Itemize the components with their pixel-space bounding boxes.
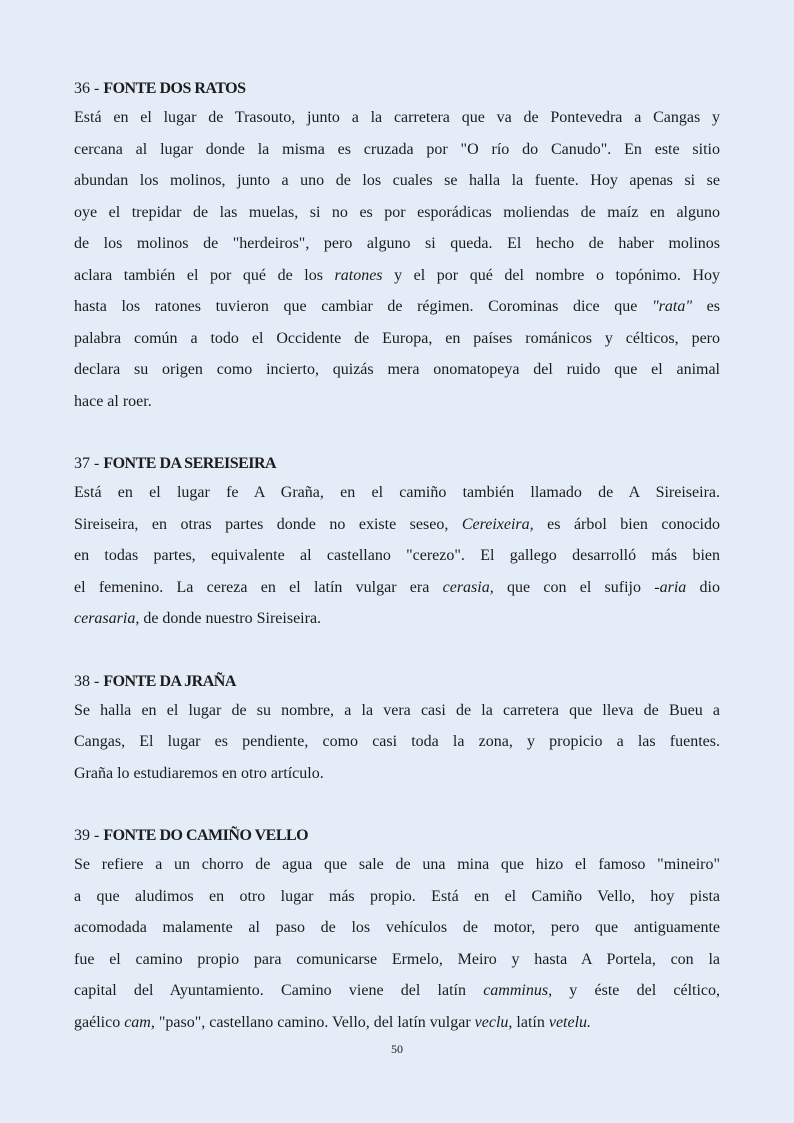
paragraph-line — [74, 849, 720, 881]
text-run: abundan los molinos, junto a uno de los cuales se halla la fuente. Hoy apenas si se — [74, 172, 720, 189]
text-run: cercana al lugar donde la misma es cruzada por "O río do Canudo". En este sitio — [74, 140, 720, 158]
paragraph-line — [74, 881, 720, 913]
section-number: 38 - — [74, 672, 104, 690]
text-run: Está en el lugar de Trasouto, junto a la carretera que va de Pontevedra a Cangas y — [74, 109, 720, 126]
text-run: Cangas, El lugar es pendiente, como casi toda la zona, y propicio a las fuentes. — [74, 733, 720, 750]
paragraph-line — [74, 134, 720, 166]
section-heading — [74, 76, 720, 102]
section-number: 36 - — [74, 80, 104, 97]
text-run: gaélico — [74, 1013, 125, 1031]
text-run: aclara también el por qué de los — [74, 266, 335, 284]
section-heading — [74, 823, 720, 849]
text-run: en todas partes, equivalente al castellano "cerezo". El gallego desarrolló más bien — [74, 547, 720, 564]
paragraph-line — [74, 572, 720, 604]
text-run: Está en el lugar fe A Graña, en el camiño también llamado de A Sireiseira. — [74, 484, 720, 501]
paragraph-line — [74, 509, 720, 541]
paragraph-line — [74, 1007, 720, 1039]
paragraph-line — [74, 912, 720, 944]
text-run: fue el camino propio para comunicarse Ermelo, Meiro y hasta A Portela, con la — [74, 950, 720, 968]
text-run: es árbol bien conocido — [533, 515, 720, 533]
paragraph-line — [74, 323, 720, 355]
text-run: Graña lo estudiaremos en otro artículo. — [74, 764, 324, 782]
paragraph-line — [74, 197, 720, 229]
section-title: FONTE DA JRAÑA — [103, 672, 236, 690]
paragraph-line — [74, 603, 720, 635]
text-run: de donde nuestro Sireiseira. — [139, 610, 322, 627]
text-run: capital del Ayuntamiento. Camino viene del latín — [74, 982, 484, 999]
paragraph-line — [74, 102, 720, 134]
text-run: y éste del céltico, — [552, 982, 721, 999]
italic-term: Cereixeira, — [461, 515, 534, 533]
paragraph-line — [74, 726, 720, 758]
section-heading — [74, 669, 720, 695]
text-run: el femenino. La cereza en el latín vulgar era — [74, 578, 443, 596]
text-run: palabra común a todo el Occidente de Europa, en países románicos y célticos, pero — [74, 329, 720, 347]
paragraph-line — [74, 758, 720, 790]
italic-term: -aria — [654, 578, 687, 596]
text-run: Se refiere a un chorro de agua que sale de una mina que hizo el famoso "mineiro" — [74, 856, 720, 873]
text-run: Sireiseira, en otras partes donde no existe seseo, — [74, 515, 462, 533]
page-body — [74, 76, 720, 1038]
paragraph-line — [74, 354, 720, 386]
section-number: 37 - — [74, 455, 104, 472]
section-gap — [74, 789, 720, 823]
section-heading — [74, 451, 720, 477]
paragraph-line — [74, 944, 720, 976]
text-run: es — [692, 298, 721, 315]
italic-term: "rata" — [651, 298, 693, 315]
italic-term: cerasia, — [442, 578, 494, 596]
section-title: FONTE DO CAMIÑO VELLO — [103, 827, 309, 844]
italic-term: veclu, — [474, 1013, 513, 1031]
section-gap — [74, 635, 720, 669]
section-gap — [74, 417, 720, 451]
text-run: oye el trepidar de las muelas, si no es por esporádicas moliendas de maíz en alguno — [74, 203, 720, 221]
paragraph-line — [74, 975, 720, 1007]
section-title: FONTE DOS RATOS — [103, 80, 246, 97]
paragraph-line — [74, 260, 720, 292]
text-run: Se halla en el lugar de su nombre, a la vera casi de la carretera que lleva de Bueu a — [74, 701, 720, 719]
text-run: a que aludimos en otro lugar más propio. Está en el Camiño Vello, hoy pista — [74, 887, 720, 905]
text-run: de los molinos de "herdeiros", pero alguno si queda. El hecho de haber molinos — [74, 235, 720, 252]
paragraph-line — [74, 291, 720, 323]
italic-term: cam, — [124, 1013, 155, 1031]
paragraph-line — [74, 386, 720, 418]
paragraph-line — [74, 165, 720, 197]
text-run: latín — [512, 1013, 549, 1031]
text-run: que con el sufijo — [493, 578, 655, 596]
text-run: acomodada malamente al paso de los vehículos de motor, pero que antiguamente — [74, 919, 720, 936]
paragraph-line — [74, 695, 720, 727]
text-run: dio — [686, 578, 720, 596]
section-number: 39 - — [74, 827, 104, 844]
page-number: 50 — [391, 1042, 403, 1056]
section-title: FONTE DA SEREISEIRA — [103, 455, 277, 472]
italic-term: cerasaria, — [74, 610, 140, 627]
italic-term: ratones — [334, 266, 383, 284]
text-run: "paso", castellano camino. Vello, del latín vulgar — [154, 1013, 475, 1031]
text-run: hasta los ratones tuvieron que cambiar de régimen. Corominas dice que — [74, 298, 652, 315]
text-run: hace al roer. — [74, 392, 152, 410]
text-run: y el por qué del nombre o topónimo. Hoy — [382, 266, 720, 284]
italic-term: vetelu. — [548, 1013, 592, 1031]
paragraph-line — [74, 228, 720, 260]
paragraph-line — [74, 477, 720, 509]
paragraph-line — [74, 540, 720, 572]
italic-term: camminus, — [483, 982, 553, 999]
text-run: declara su origen como incierto, quizás mera onomatopeya del ruido que el animal — [74, 361, 720, 378]
